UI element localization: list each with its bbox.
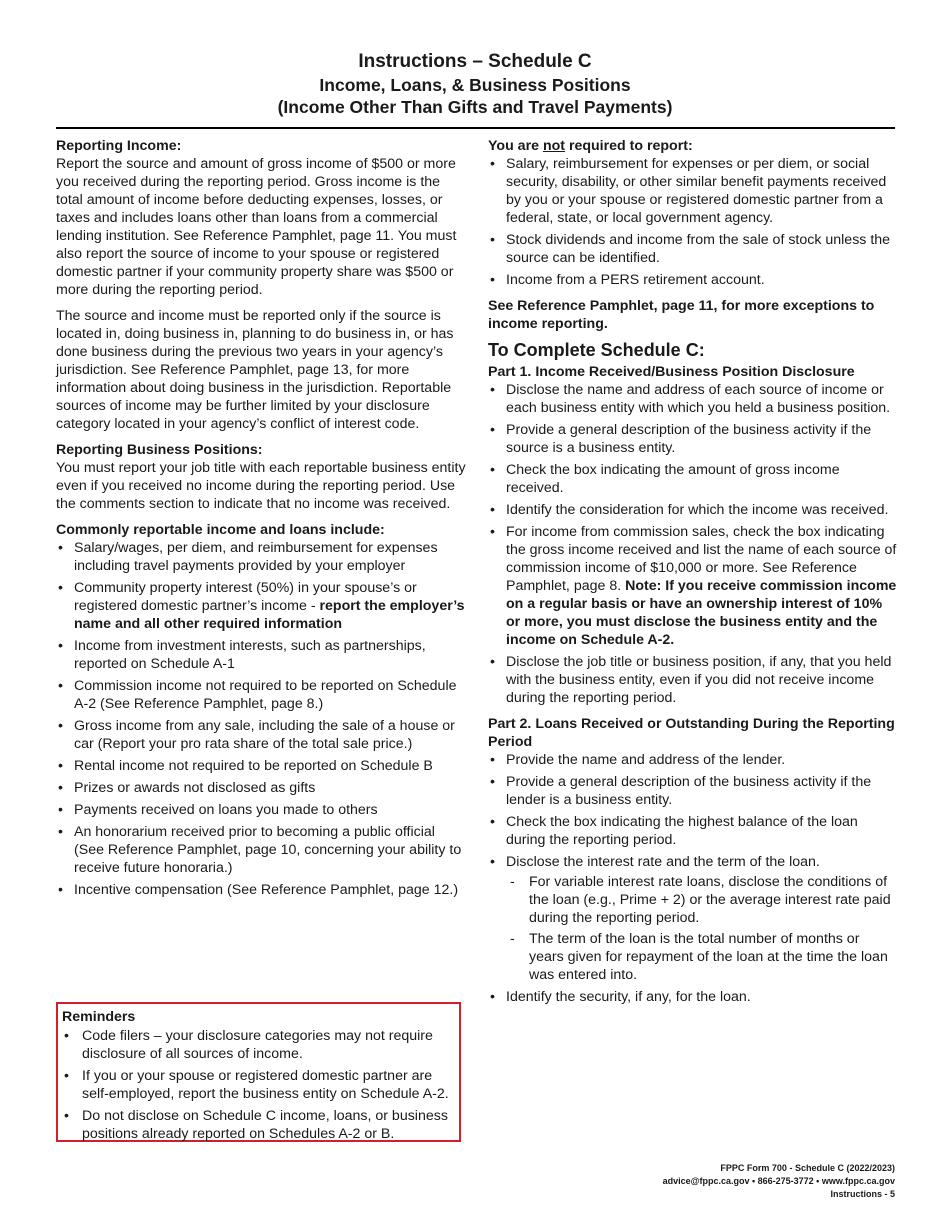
footer-contact: advice@fppc.ca.gov • 866-275-3772 • www.fppc.ca.gov xyxy=(662,1176,895,1186)
commission-note: Note: If you receive commission income on a regular basis or have an ownership interest of 10% or more, you must disclose the business entity and the income on Schedule A-2. xyxy=(506,578,897,648)
not-required-heading xyxy=(488,137,898,155)
list-item: • Income from a PERS retirement account. xyxy=(488,271,898,289)
page-subtitle-note: (Income Other Than Gifts and Travel Payments) xyxy=(277,97,673,117)
list-item-community-property xyxy=(56,579,468,633)
commission-text: For income from commission sales, check the box indicating the gross income received and list the name of each source of commission income of $10,000 or more. See Reference Pamphlet, page 8. xyxy=(506,524,897,594)
not-required-heading-post: required to report: xyxy=(565,138,693,154)
list-item: • An honorarium received prior to becoming a public official (See Reference Pamphlet, page 10, concerning your ability to receive future honoraria.) xyxy=(56,823,468,877)
list-item: • Salary/wages, per diem, and reimbursement for expenses including travel payments provided by your employer xyxy=(56,539,468,575)
page-title: Instructions – Schedule C xyxy=(358,51,592,72)
community-property-emphasis: report the employer’s name and all other required information xyxy=(74,598,465,632)
part2-heading: Part 2. Loans Received or Outstanding During the Reporting Period xyxy=(488,716,895,750)
page-title-block xyxy=(0,50,950,118)
footer-form-id: FPPC Form 700 - Schedule C (2022/2023) xyxy=(720,1163,895,1173)
see-more-exceptions: See Reference Pamphlet, page 11, for more exceptions to income reporting. xyxy=(488,298,875,332)
list-item: • Identify the security, if any, for the loan. xyxy=(488,988,898,1006)
footer-page-number: Instructions - 5 xyxy=(830,1189,895,1199)
left-column xyxy=(56,137,468,907)
list-item: • Prizes or awards not disclosed as gifts xyxy=(56,779,468,797)
right-column xyxy=(488,137,898,1014)
list-item: • Stock dividends and income from the sale of stock unless the source can be identified. xyxy=(488,231,898,267)
list-item: • Disclose the name and address of each source of income or each business entity with which you held a business position. xyxy=(488,381,898,417)
page-subtitle: Income, Loans, & Business Positions xyxy=(319,75,631,95)
to-complete-heading: To Complete Schedule C: xyxy=(488,340,705,360)
list-item-interest xyxy=(488,853,898,984)
not-required-heading-underlined: not xyxy=(542,138,565,154)
page-footer xyxy=(663,1162,895,1201)
sub-list-item: - For variable interest rate loans, disclose the conditions of the loan (e.g., Prime + 2) or the average interest rate paid during the reporting period. xyxy=(506,873,898,927)
list-item: • Identify the consideration for which the income was received. xyxy=(488,501,898,519)
list-item: • Rental income not required to be reported on Schedule B xyxy=(56,757,468,775)
community-property-text: Community property interest (50%) in your spouse’s or registered domestic partner’s income - xyxy=(74,580,417,614)
list-item: • Provide a general description of the business activity if the source is a business entity. xyxy=(488,421,898,457)
list-item: • Commission income not required to be reported on Schedule A-2 (See Reference Pamphlet, page 8.) xyxy=(56,677,468,713)
list-item: • Incentive compensation (See Reference Pamphlet, page 12.) xyxy=(56,881,468,899)
list-item: • Payments received on loans you made to others xyxy=(56,801,468,819)
reminders-box xyxy=(56,1002,461,1142)
list-item: • Gross income from any sale, including the sale of a house or car (Report your pro rata share of the total sale price.) xyxy=(56,717,468,753)
list-item: • Salary, reimbursement for expenses or per diem, or social security, disability, or other similar benefit payments received by you or your spouse or registered domestic partner from a federal, state, or local government agency. xyxy=(488,155,898,227)
list-item-commission xyxy=(488,523,898,649)
reporting-income-paragraph-1: Report the source and amount of gross income of $500 or more you received during the reporting period. Gross income is the total amount of income before deducting expenses, losses, or taxes and includes loans other than loans from a commercial lending institution. See Reference Pamphlet, page 11. You must also report the source of income to your spouse or registered domestic partner if your community property share was $500 or more during the reporting period. xyxy=(56,156,457,298)
business-positions-heading: Reporting Business Positions: xyxy=(56,442,263,458)
list-item: • Income from investment interests, such as partnerships, reported on Schedule A-1 xyxy=(56,637,468,673)
list-item: • Check the box indicating the highest balance of the loan during the reporting period. xyxy=(488,813,898,849)
part1-heading: Part 1. Income Received/Business Position Disclosure xyxy=(488,364,855,380)
part2-list xyxy=(488,751,898,1006)
interest-rate-text: Disclose the interest rate and the term of the loan. xyxy=(506,854,820,870)
not-required-heading-pre: You are xyxy=(488,138,543,154)
commonly-reportable-list xyxy=(56,539,468,899)
reporting-income-heading: Reporting Income: xyxy=(56,138,182,154)
business-positions-paragraph: You must report your job title with each reportable business entity even if you received no income during the reporting period. Use the comments section to indicate that no income was received. xyxy=(56,460,466,512)
list-item: • Check the box indicating the amount of gross income received. xyxy=(488,461,898,497)
interest-sub-list xyxy=(506,873,898,984)
list-item: • Provide a general description of the business activity if the lender is a business entity. xyxy=(488,773,898,809)
list-item: • Provide the name and address of the lender. xyxy=(488,751,898,769)
list-item: • Code filers – your disclosure categories may not require disclosure of all sources of income. xyxy=(62,1027,455,1063)
list-item: • Do not disclose on Schedule C income, loans, or business positions already reported on Schedules A-2 or B. xyxy=(62,1107,455,1143)
title-divider xyxy=(56,127,895,129)
reporting-income-paragraph-2: The source and income must be reported only if the source is located in, doing business in, planning to do business in, or has done business during the previous two years in your agency’s jurisdiction. See Reference Pamphlet, page 13, for more information about doing business in the jurisdiction. Reportable sources of income may be further limited by your disclosure category located in your agency’s conflict of interest code. xyxy=(56,308,454,432)
not-required-list xyxy=(488,155,898,289)
reminders-list xyxy=(62,1027,455,1143)
part1-list xyxy=(488,381,898,707)
sub-list-item: - The term of the loan is the total number of months or years given for repayment of the loan at the time the loan was entered into. xyxy=(506,930,898,984)
commonly-reportable-heading: Commonly reportable income and loans include: xyxy=(56,522,385,538)
list-item: • Disclose the job title or business position, if any, that you held with the business entity, even if you did not receive income during the reporting period. xyxy=(488,653,898,707)
reminders-heading: Reminders xyxy=(62,1009,136,1025)
list-item: • If you or your spouse or registered domestic partner are self-employed, report the business entity on Schedule A-2. xyxy=(62,1067,455,1103)
